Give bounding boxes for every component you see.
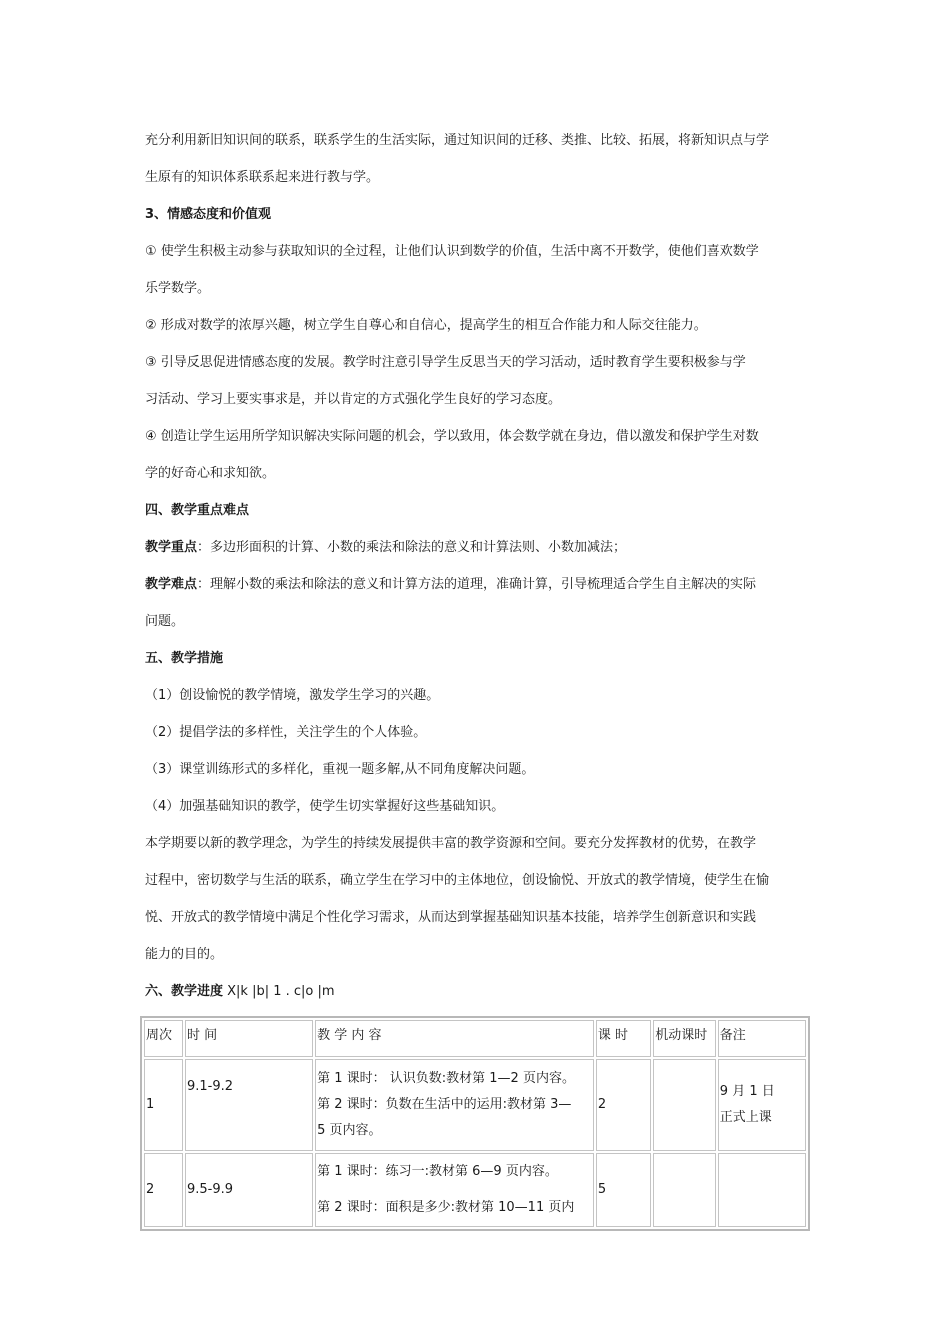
- section6-heading-line: [145, 973, 810, 1010]
- row-content-line: 第 1 课时： 认识负数:教材第 1—2 页内容。: [317, 1071, 575, 1086]
- attitude-item1-line1: ① 使学生积极主动参与获取知识的全过程，让他们认识到数学的价值，生活中离不开数学，使他们喜欢数学: [145, 244, 759, 259]
- section4-heading: 四、教学重点难点: [145, 503, 250, 518]
- table-row: [144, 1153, 806, 1227]
- row-hours: 2: [596, 1059, 651, 1151]
- summary-line2: 过程中，密切数学与生活的联系，确立学生在学习中的主体地位，创设愉悦、开放式的教学情境，使学生在愉: [145, 873, 770, 888]
- row-flex-hours: [653, 1059, 716, 1151]
- summary-line1: 本学期要以新的教学理念，为学生的持续发展提供丰富的教学资源和空间。要充分发挥教材的优势，在教学: [145, 836, 757, 851]
- attitude-item3-line1: ③ 引导反思促进情感态度的发展。教学时注意引导学生反思当天的学习活动，适时教育学生要积极参与学: [145, 355, 746, 370]
- row-notes: [718, 1059, 806, 1151]
- table-row: [144, 1059, 806, 1151]
- document-body: [145, 122, 810, 1010]
- section6-heading: 六、教学进度: [145, 984, 224, 999]
- row-content: [315, 1059, 594, 1151]
- row-week: 2: [144, 1153, 183, 1227]
- schedule-table: [140, 1016, 810, 1231]
- header-content: 教 学 内 容: [315, 1020, 594, 1057]
- summary-line4: 能力的目的。: [145, 947, 224, 962]
- attitude-item3-line2: 习活动、学习上要实事求是，并以肯定的方式强化学生良好的学习态度。: [145, 392, 562, 407]
- section3-heading: 3、情感态度和价值观: [145, 207, 272, 222]
- difficulties-paragraph: [145, 566, 810, 603]
- section5-heading: 五、教学措施: [145, 651, 224, 666]
- key-points-paragraph: [145, 529, 810, 566]
- measure-item2: （2）提倡学法的多样性，关注学生的个人体验。: [145, 725, 427, 740]
- table-header-row: [144, 1020, 806, 1057]
- row-content-line: 5 页内容。: [317, 1123, 382, 1138]
- row-content-line: 第 2 课时：负数在生活中的运用:教材第 3—: [317, 1097, 572, 1112]
- attitude-item4-line1: ④ 创造让学生运用所学知识解决实际问题的机会，学以致用，体会数学就在身边，借以激发和保护学生对数: [145, 429, 759, 444]
- header-week: 周次: [144, 1020, 183, 1057]
- section6-suffix: X|k |b| 1 . c|o |m: [223, 984, 335, 999]
- difficulties-label: 教学难点: [145, 577, 198, 592]
- attitude-item1-line2: 乐学数学。: [145, 281, 211, 296]
- row-content-line: 第 1 课时：练习一:教材第 6—9 页内容。: [317, 1164, 558, 1179]
- header-flex-hours: 机动课时: [653, 1020, 716, 1057]
- summary-line3: 悦、开放式的教学情境中满足个性化学习需求，从而达到掌握基础知识基本技能，培养学生创新意识和实践: [145, 910, 757, 925]
- measure-item3: （3）课堂训练形式的多样化，重视一题多解,从不同角度解决问题。: [145, 762, 535, 777]
- intro-paragraph-line2: 生原有的知识体系联系起来进行教与学。: [145, 170, 380, 185]
- key-points-label: 教学重点: [145, 540, 198, 555]
- difficulties-text: ：理解小数的乘法和除法的意义和计算方法的道理，准确计算，引导梳理适合学生自主解决的实际: [197, 577, 757, 592]
- header-notes: 备注: [718, 1020, 806, 1057]
- key-points-text: ：多边形面积的计算、小数的乘法和除法的意义和计算法则、小数加减法；: [197, 540, 627, 555]
- header-time: 时 间: [185, 1020, 313, 1057]
- row-content-line: 第 2 课时：面积是多少:教材第 10—11 页内: [317, 1200, 575, 1215]
- row-notes-line: 正式上课: [719, 1110, 772, 1125]
- intro-paragraph-line1: 充分利用新旧知识间的联系，联系学生的生活实际，通过知识间的迁移、类推、比较、拓展，将新知识点与学: [145, 133, 770, 148]
- measure-item1: （1）创设愉悦的教学情境，激发学生学习的兴趣。: [145, 688, 440, 703]
- row-content: [315, 1153, 594, 1227]
- difficulties-line2: 问题。: [145, 614, 185, 629]
- row-notes-line: 9 月 1 日: [719, 1084, 775, 1099]
- row-hours: 5: [596, 1153, 651, 1227]
- attitude-item4-line2: 学的好奇心和求知欲。: [145, 466, 276, 481]
- measure-item4: （4）加强基础知识的教学，使学生切实掌握好这些基础知识。: [145, 799, 505, 814]
- attitude-item2: ② 形成对数学的浓厚兴趣，树立学生自尊心和自信心，提高学生的相互合作能力和人际交往能力。: [145, 318, 707, 333]
- row-notes: [718, 1153, 806, 1227]
- header-hours: 课 时: [596, 1020, 651, 1057]
- row-time: 9.5-9.9: [185, 1153, 313, 1227]
- row-time: 9.1-9.2: [185, 1059, 313, 1151]
- row-week: 1: [144, 1059, 183, 1151]
- row-flex-hours: [653, 1153, 716, 1227]
